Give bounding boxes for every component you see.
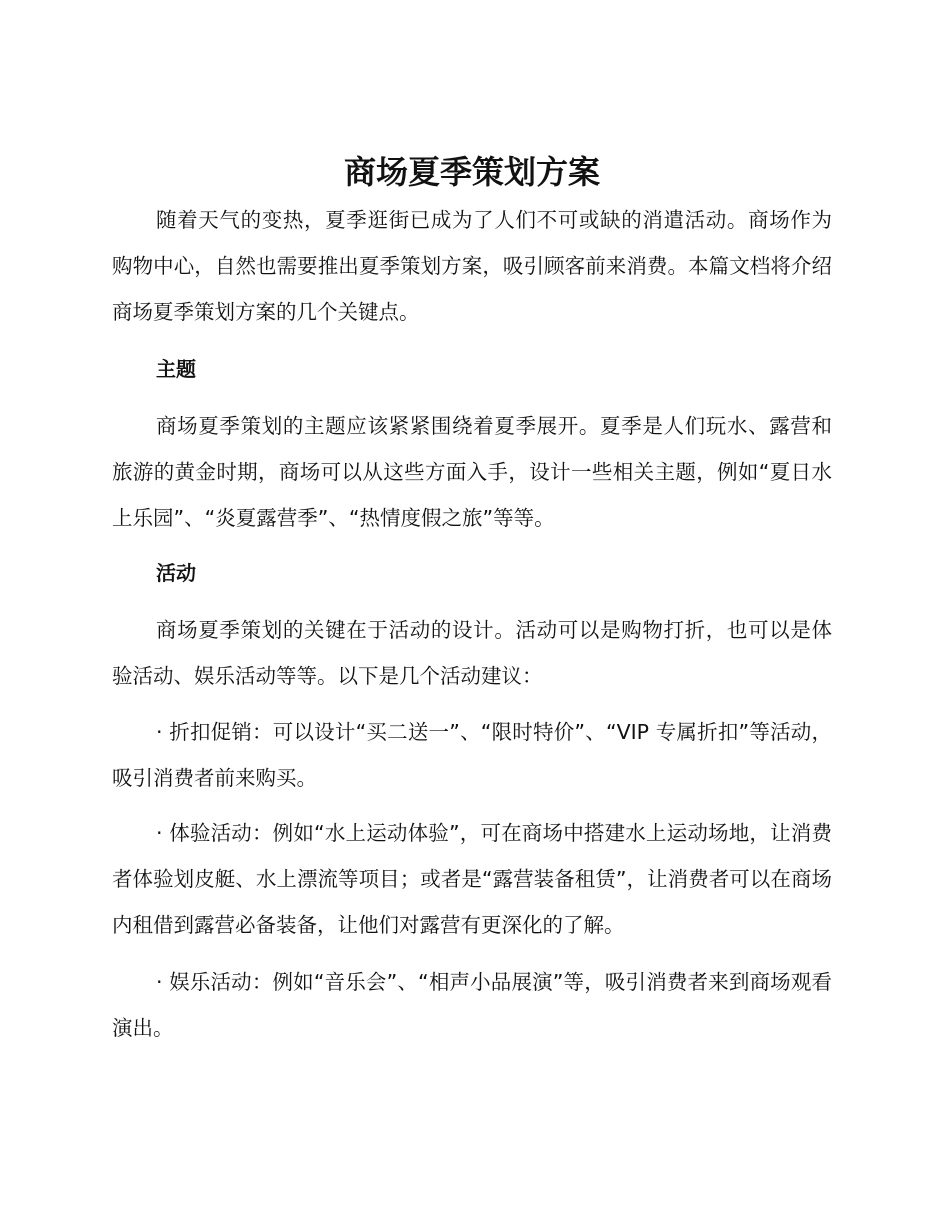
section-heading-activities: 活动 (156, 561, 196, 585)
theme-paragraph: 商场夏季策划的主题应该紧紧围绕着夏季展开。夏季是人们玩水、露营和旅游的黄金时期，商场可以从这些方面入手，设计一些相关主题，例如“夏日水上乐园”、“炎夏露营季”、“热情度假之旅”等等。 (112, 414, 832, 530)
document-title: 商场夏季策划方案 (343, 153, 600, 191)
activities-paragraph: 商场夏季策划的关键在于活动的设计。活动可以是购物打折，也可以是体验活动、娱乐活动等等。以下是几个活动建议： (112, 618, 832, 688)
entertainment-item: · 娱乐活动：例如“音乐会”、“相声小品展演”等，吸引消费者来到商场观看演出。 (112, 970, 832, 1040)
discount-item: · 折扣促销：可以设计“买二送一”、“限时特价”、“VIP 专属折扣”等活动，吸引消费者前来购买。 (112, 720, 832, 790)
intro-paragraph: 随着天气的变热，夏季逛街已成为了人们不可或缺的消遣活动。商场作为购物中心，自然也需要推出夏季策划方案，吸引顾客前来消费。本篇文档将介绍商场夏季策划方案的几个关键点。 (112, 208, 832, 324)
experience-item: · 体验活动：例如“水上运动体验”，可在商场中搭建水上运动场地，让消费者体验划皮艇、水上漂流等项目；或者是“露营装备租赁”，让消费者可以在商场内租借到露营必备装备，让他们对露营有更深化的了解。 (112, 821, 832, 937)
section-heading-theme: 主题 (156, 357, 196, 381)
